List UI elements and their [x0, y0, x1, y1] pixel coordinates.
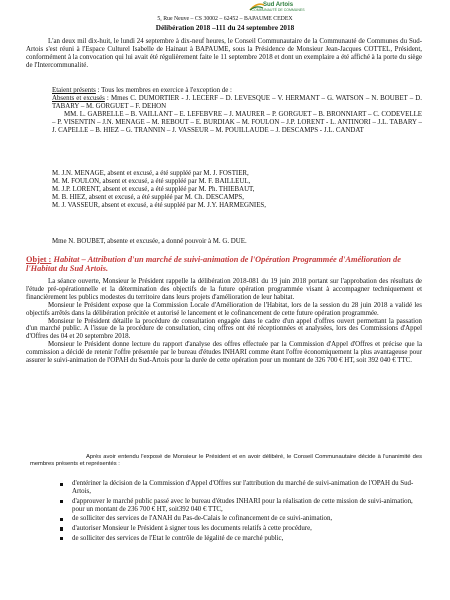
bullet-item [60, 515, 420, 523]
address-line: 5, Rue Neuve – CS 30002 – 62452 – BAPAUME CEDEX [157, 16, 293, 22]
deliberation-title: Délibération 2018 –111 du 24 septembre 2018 [155, 24, 295, 32]
suppleance-item: M. M. FOULON, absent et excusé, a été suppléé par M. F. BAILLEUL, [52, 177, 251, 185]
bullet-text: d'approuver le marché public passé avec le bureau d'études INHARI pour la réalisation de cette mission de suivi-animation, pour un montant de 236 700 € HT, soit392 040 € TTC, [72, 497, 413, 513]
suppleance-item: M. J.P. LORENT, absent et excusé, a été suppléé par M. Ph. THIEBAUT, [52, 185, 255, 193]
absents-line [52, 95, 422, 111]
pouvoir-line: Mme N. BOUBET, absente et excusée, a donné pouvoir à M. G. DUE. [52, 238, 247, 245]
body-paragraphs [26, 278, 422, 365]
body-paragraph: Monsieur le Président expose que la Commission Locale d'Amélioration de l'Habitat, lors de la session du 28 juin 2018 a validé les objectifs arrêtés dans la délibération précitée et autorisé le lancement et le cofinancement de cette future opération programmée. [26, 301, 422, 317]
objet-text: Habitat – Attribution d'un marché de suivi-animation de l'Opération Programmée d'Amélioration de l'Habitat du Sud Artois. [26, 255, 401, 274]
mm-absents-list: MM. L. GABRELLE – B. VAILLANT – E. LEFEBVRE – J. MAURER – P. GORGUET – B. BRONNIART – C. CODEVELLE – P. VISENTIN – J.N. MENAGE – M. REBOUT – E. BURDIAK – M. FOULON – J.P. LORENT - L. ANTINORI – J.L. TABARY – J. CAPELLE – B. HIEZ – G. TRANNIN – J. VASSEUR – M. POUILLAUDE – J. DESCAMPS - J.L. CANDAT [52, 110, 422, 134]
presents-label: Etaient présents [52, 87, 96, 94]
body-paragraph: Monsieur le Président détaille la procédure de consultation engagée dans le cadre d'un appel d'offres ouvert permettant la passation d'un marché public. A l'issue de la procédure de consultation, cinq offres ont été réceptionnées et analysées, lors des Commissions d'Appel d'Offres des 04 et 20 septembre 2018. [26, 317, 422, 341]
bullet-text: de solliciter des services de l'Etat le contrôle de légalité de ce marché public, [72, 534, 284, 542]
suppleances-list [52, 170, 422, 210]
square-bullet-icon [60, 483, 63, 486]
objet-heading [26, 255, 426, 274]
objet-label: Objet : [26, 255, 52, 264]
intro-paragraph: L'an deux mil dix-huit, le lundi 24 septembre à dix-neuf heures, le Conseil Communautaire de la Communauté de Communes du Sud-Artois s'est réuni à l'Espace Culturel Isabelle de Hainaut à BAPAUME, sous la Présidence de Monsieur Jean-Jacques COTTEL, Président, conformément à la convocation qui lui avait été régulièrement faite le 11 septembre 2018 et dont un exemplaire a été affiché à la porte du siège de l'Intercommunalité. [26, 38, 422, 69]
suppleance-item: M. B. HIEZ, absent et excusé, a été suppléé par M. Ch. DESCAMPS, [52, 193, 244, 201]
square-bullet-icon [60, 518, 63, 521]
decision-bullets [60, 480, 420, 544]
presents-text: : Tous les membres en exercice à l'exception de : [95, 87, 232, 94]
bullet-text: d'entériner la décision de la Commission d'Appel d'Offres sur l'attribution du marché de suivi-animation de l'OPAH du Sud-Artois, [72, 480, 414, 495]
square-bullet-icon [60, 527, 63, 530]
sud-artois-logo [243, 2, 313, 16]
bullet-text: de solliciter des services de l'ANAH du Pas-de-Calais le cofinancement de ce suivi-animation, [72, 515, 333, 523]
square-bullet-icon [60, 537, 63, 540]
logo-tagline: COMMUNAUTÉ DE COMMUNES [251, 8, 305, 12]
bullet-item [60, 498, 420, 514]
logo-swoosh-icon [249, 2, 265, 11]
presents-line [52, 87, 422, 95]
body-paragraph: Monsieur le Président donne lecture du rapport d'analyse des offres effectuée par la Commission d'Appel d'Offres et précise que la commission a décidé de retenir l'offre présentée par le bureau d'études INHARI comme étant l'offre économiquement la plus avantageuse pour assurer le suivi-animation de l'OPAH du Sud-Artois pour la durée de cette opération pour un montant de 326 700 € HT, soit 392 040 € TTC. [26, 341, 422, 365]
decision-paragraph: Après avoir entendu l'exposé de Monsieur le Président et en avoir délibéré, le Conseil Communautaire décide à l'unanimité des membres présents et représentés : [30, 454, 422, 468]
presence-block [52, 87, 422, 134]
suppleance-item: M. J. VASSEUR, absent et excusé, a été suppléé par M. J.Y. HARMEGNIES, [52, 201, 266, 209]
bullet-item [60, 535, 420, 543]
bullet-item [60, 480, 420, 496]
suppleance-item: M. J.N. MENAGE, absent et excusé, a été suppléé par M. J. FOSTIER, [52, 170, 249, 177]
square-bullet-icon [60, 500, 63, 503]
bullet-text: d'autoriser Monsieur le Président à signer tous les documents relatifs à cette procédure, [72, 524, 312, 532]
bullet-item [60, 525, 420, 533]
absents-list: : Mmes C. DUMORTIER - J. LECERF – D. LEVESQUE – V. HERMANT – G. WATSON – N. BOUBET – D. TABARY – M. GORGUET – F. DEHON [52, 94, 422, 110]
logo-name: Sud Artois [262, 2, 294, 8]
absents-label: Absents et excusés [52, 94, 105, 102]
body-paragraph: La séance ouverte, Monsieur le Président rappelle la délibération 2018-081 du 19 juin 2018 portant sur l'approbation des résultats de l'étude pré-opérationnelle et la détermination des objectifs de la future opération programmée visant à accompagner techniquement et financièrement les publics modestes du territoire dans leurs projets d'amélioration de leur habitat. [26, 278, 422, 301]
